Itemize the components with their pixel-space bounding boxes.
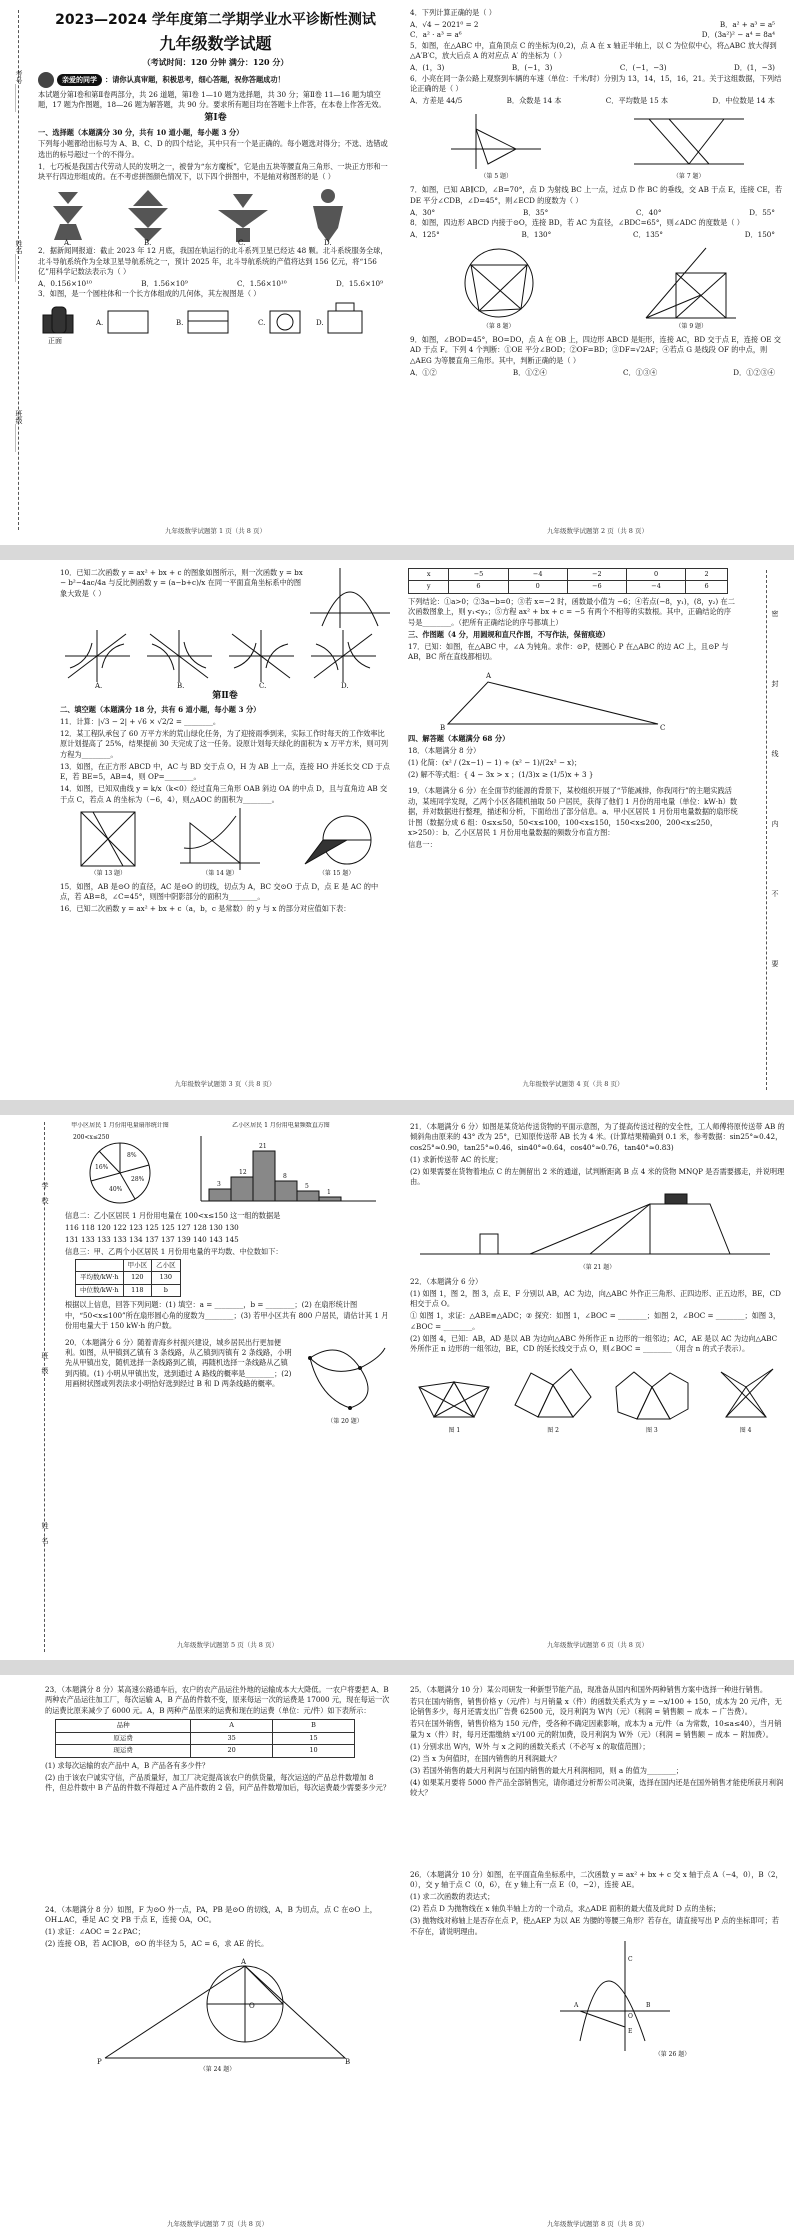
figure-caption: （第 14 题）: [202, 869, 238, 877]
svg-text:C: C: [628, 1956, 633, 1963]
question-24: 24．（本题满分 8 分）如图，F 为⊙O 外一点，PA，PB 是⊙O 的切线，A，B 为切点，点 C 在⊙O 上，OH⊥AC，垂足 AC 交 PB 于点 E，连接 OA，OC。: [45, 1904, 377, 1925]
q5-option-b: B．(−1，3): [511, 63, 553, 73]
q9-option-c: C．①③④: [622, 367, 658, 377]
table-cell: −4: [508, 569, 567, 581]
question-26b: (2) 若点 D 为抛物线在 x 轴负半轴上方的一个动点，求△ADE 面积的最大值及此时 D 点的坐标；: [410, 1904, 721, 1914]
q9-option-a: A．①②: [410, 367, 437, 377]
binding-label: 班: [41, 1352, 49, 1359]
figure-caption: 图 3: [646, 1427, 658, 1435]
figure-caption: （第 20 题）: [327, 1417, 363, 1425]
binding-label: 学: [41, 1182, 49, 1189]
page-footer: 九年级数学试题第 3 页（共 8 页）: [174, 1079, 276, 1088]
q5-option-a: A．(1，3): [410, 63, 445, 73]
page-4: [408, 568, 738, 1093]
figure-22-1: [414, 1357, 494, 1436]
question-9: 9．如图，∠BOD=45°，BO=DO，点 A 在 OB 上，四边形 ABCD 是矩形，连接 AC，BD 交于点 E，连接 OE 交 AD 于点 F。下列 4 个判断：①OE 平分∠BOD；②OF=BD；③DF=√2AF；④若点 G 是线段 OF 的中点，则△AEG 为等腰直角三角形。其中，判断正确的是（ ）: [410, 335, 781, 365]
figure-9: [636, 243, 746, 332]
greeting-banner: 亲爱的同学: [57, 74, 102, 86]
option-label: C.: [238, 239, 246, 247]
histogram-title: 乙小区居民 1 月份用电量频数直方图: [232, 1122, 330, 1129]
q6-option-c: C．平均数是 15 本: [605, 96, 669, 105]
question-25a: 若只在国内销售，销售价格 y（元/件）与月销量 x（件）的函数关系式为 y = −x/100 + 150，成本为 20 元/件，无论销售多少，每月还需支出广告费 62500 元，设月利润为 W内（元）（利润 = 销售额 − 成本 − 广告费）。: [410, 1696, 782, 1717]
figure-caption: （第 9 题）: [675, 323, 708, 331]
table-cell: −6: [567, 581, 626, 593]
question-24b: (2) 连接 OB，若 AC∥OB，⊙O 的半径为 5，AC = 6，求 AE 的长。: [45, 1939, 269, 1949]
table-cell: [76, 1259, 124, 1271]
question-22a: (1) 如图 1，图 2，图 3，点 E、F 分别以 AB，AC 为边，向△ABC 外作正三角形、正四边形、正五边形，BE，CD 相交于点 O。: [410, 1288, 781, 1309]
answer-space: [410, 1800, 785, 1870]
binding-label: 姓: [41, 1522, 49, 1529]
table-cell: 中位数/kW·h: [76, 1284, 124, 1296]
binding-strip-1: [4, 10, 32, 530]
q6-option-a: A．方差是 44/5: [410, 96, 463, 105]
page-5: [65, 1122, 390, 1654]
q4-option-c: C．a² · a³ = a⁶: [410, 30, 462, 40]
hist-label: 5: [305, 1182, 309, 1190]
figure-13: [73, 808, 143, 879]
table-cell: 0: [626, 569, 685, 581]
svg-text:A: A: [241, 1957, 247, 1966]
figure-row-5-7: [410, 109, 785, 182]
svg-text:B: B: [345, 2057, 351, 2066]
table-cell: 120: [123, 1272, 152, 1284]
figure-caption: （第 24 题）: [199, 2065, 236, 2073]
page-footer: 九年级数学试题第 1 页（共 8 页）: [164, 526, 267, 535]
pie-label: 200<x≤250: [73, 1133, 110, 1141]
section-2-heading: 二、填空题（本题满分 18 分，共有 6 道小题，每小题 3 分）: [60, 705, 261, 715]
option-label: A.: [64, 239, 72, 247]
q8-option-c: C．135°: [632, 229, 663, 239]
binding-label: 姓名________: [15, 240, 23, 282]
figure-24: [45, 1956, 390, 2075]
info-1-label: 信息一：: [408, 839, 437, 849]
pie-label: 8%: [127, 1151, 137, 1159]
table-cell: 130: [152, 1272, 181, 1284]
table-row: [76, 1284, 181, 1296]
q7-option-b: B．35°: [522, 207, 549, 217]
q6-option-b: B．众数是 14 本: [506, 96, 562, 105]
page-footer: 九年级数学试题第 7 页（共 8 页）: [166, 2219, 269, 2228]
table-cell: −2: [567, 569, 626, 581]
pie-chart-title: 甲小区居民 1 月份用电量扇形统计图: [71, 1122, 169, 1129]
section-4-heading: 四、解答题（本题满分 68 分）: [408, 733, 510, 743]
page-footer: 九年级数学试题第 5 页（共 8 页）: [176, 1640, 279, 1649]
binding-strip-3: [30, 1122, 58, 1652]
q7-option-d: D．55°: [749, 207, 775, 217]
part-1-heading: 第Ⅰ卷: [204, 113, 227, 124]
q4-option-b: B．a² + a³ = a⁵: [719, 19, 775, 29]
exam-title: 2023—2024 学年度第二学期学业水平诊断性测试: [55, 12, 376, 28]
question-7: 7．如图，已知 AB∥CD，∠B=70°，点 D 为射线 BC 上一点，过点 D 作 BC 的垂线，交 AB 于点 E，连接 CE，若 DE 平分∠CDB，∠D=45°，则∠ECD 的度数为（ ）: [410, 185, 783, 205]
table-cell: 15: [273, 1732, 355, 1744]
question-16: 16．已知二次函数 y = ax² + bx + c（a，b，c 是常数）的 y 与 x 的部分对应值如下表：: [60, 904, 351, 914]
q17-triangle-figure: [408, 664, 728, 734]
figure-caption: （第 21 题）: [579, 1264, 616, 1272]
q10-option-graphs: [60, 628, 385, 688]
hist-label: 21: [259, 1142, 267, 1150]
hist-label: 3: [217, 1180, 221, 1188]
table-cell: y: [409, 581, 449, 593]
info-2-data-row2: 131 133 133 133 134 137 137 139 140 143 145: [65, 1234, 239, 1244]
table-cell: 6: [449, 581, 508, 593]
q2-option-c: C．1.56×10¹⁰: [237, 279, 287, 288]
q8-option-b: B．130°: [521, 229, 552, 239]
figure-row-13-15: [60, 808, 390, 879]
section-3-heading: 三、作图题（4 分，用圆规和直尺作图，不写作法，保留痕迹）: [408, 629, 610, 639]
q2-option-b: B．1.56×10⁹: [141, 279, 188, 288]
question-18: 18．（本题满分 8 分）: [408, 745, 481, 755]
question-23a: (1) 求每次运输的农产品中 A，B 产品各有多少件？: [45, 1760, 210, 1770]
table-cell: −4: [626, 581, 685, 593]
section-1-heading: 一、选择题（本题满分 30 分，共有 10 道小题，每小题 3 分）: [38, 127, 244, 137]
figure-caption: （第 13 题）: [90, 869, 127, 877]
option-label: D.: [324, 239, 332, 247]
svg-text:B: B: [646, 2002, 651, 2009]
table-cell: A: [191, 1720, 273, 1732]
question-15: 15．如图，AB 是⊙O 的直径，AC 是⊙O 的切线，切点为 A，BC 交⊙O 于点 D，点 E 是 AC 的中点，若 AB=8，∠C=45°，则图中阴影部分的面积为________。: [60, 881, 379, 902]
figure-caption: 图 2: [547, 1427, 559, 1435]
hist-label: 12: [239, 1168, 247, 1176]
figure-14: [180, 808, 260, 879]
pie-label: 28%: [131, 1175, 145, 1183]
question-2: 2．据新闻网报道：截止 2023 年 12 月底，我国在轨运行的北斗系列卫星已经达 48 颗。北斗系统服务全球，北斗导航系统作为全球卫星导航系统之一，预计 2025 年，北斗导航系统的产值将达到 156 亿元，将“156 亿”用科学记数法表示为（ ）: [38, 246, 388, 277]
q7-option-a: A．30°: [410, 207, 436, 217]
freight-table: [55, 1719, 355, 1757]
question-25c: (1) 分别求出 W内，W外 与 x 之间的函数关系式（不必写 x 的取值范围）；: [410, 1741, 650, 1751]
binding-label: 要: [771, 960, 779, 967]
question-21b: (2) 如果需要在货物着地点 C 的左侧留出 2 米的通道，试判断距离 B 点 4 米的货物 MNQP 是否需要挪走，并说明理由。: [410, 1166, 785, 1187]
option-label: A.: [96, 319, 104, 328]
question-17: 17．已知：如图，在△ABC 中，∠A 为钝角。求作：⊙P，使圆心 P 在△ABC 的边 AC 上，且⊙P 与 AB，BC 所在直线都相切。: [408, 641, 729, 662]
figure-20: [300, 1338, 390, 1427]
question-4: 4．下列计算正确的是（ ）: [410, 8, 496, 17]
page-footer: 九年级数学试题第 2 页（共 8 页）: [546, 526, 649, 535]
svg-text:A: A: [574, 2002, 579, 2009]
figure-7: [629, 109, 749, 182]
binding-strip-2: [752, 570, 780, 1090]
question-3: 3．如图，是一个圆柱体和一个长方体组成的几何体，其左视图是（ ）: [38, 289, 261, 299]
option-label: B.: [177, 682, 185, 688]
question-5: 5．如图，在△ABC 中，直角顶点 C 的坐标为(0,2)，点 A 在 x 轴正半轴上，以 C 为位似中心，将△ABC 放大得到△A′B′C，放大后点 A 的对应点 A′ 的坐标为（ ）: [410, 40, 777, 61]
table-row: [409, 569, 728, 581]
svg-text:C: C: [660, 723, 666, 732]
pie-label: 40%: [109, 1185, 123, 1193]
question-25: 25．（本题满分 10 分）某公司研发一种新型节能产品，现准备从国内和国外两种销售方案中选择一种进行销售。: [410, 1685, 768, 1694]
table-row: [56, 1720, 355, 1732]
section-1-note: 下列每小题都给出标号为 A、B、C、D 的四个结论，其中只有一个是正确的。每小题选对得分；不选、选错或选出的标号超过一个的不得分。: [38, 139, 388, 159]
info-3: 信息三：甲、乙两个小区居民 1 月份用电量的平均数、中位数如下：: [65, 1246, 283, 1256]
exam-subject: 九年级数学试题: [159, 34, 272, 54]
question-8: 8．如图，四边形 ABCD 内接于⊙O，连接 BD，若 AC 为直径，∠BDC=65°，则∠ADC 的度数是（ ）: [410, 217, 744, 227]
question-24a: (1) 求证：∠AOC = 2∠PAC；: [45, 1927, 145, 1937]
table-cell: 乙小区: [152, 1259, 181, 1271]
binding-label: 密: [771, 610, 779, 617]
page-8: [410, 1685, 785, 2233]
figure-22-3: [612, 1357, 692, 1436]
q7-option-c: C．40°: [636, 207, 662, 217]
figure-caption: （第 8 题）: [482, 323, 515, 331]
option-label: D.: [341, 682, 349, 688]
table-cell: 35: [191, 1732, 273, 1744]
q2-option-a: A．0.156×10¹⁰: [38, 279, 92, 288]
question-23b: (2) 由于该农户诚实守信，产品质量好，加工厂决定提高该农户的供货量，每次运送的产品总件数增加 8 件，但总件数中 B 产品的件数不得超过 A 产品件数的 2 倍，问产品件数增加后，每次运费最少需要多少元？: [45, 1772, 390, 1792]
info-2-data-row1: 116 118 120 122 123 125 125 127 128 130 130: [65, 1222, 239, 1232]
q8-option-a: A．125°: [410, 229, 440, 239]
svg-text:O: O: [249, 2001, 255, 2010]
question-26a: (1) 求二次函数的表达式；: [410, 1892, 495, 1902]
option-label: C.: [258, 319, 266, 328]
info-2: 信息二：乙小区居民 1 月份用电量在 100<x≤150 这一组的数据是: [65, 1210, 281, 1220]
option-label: C.: [259, 682, 267, 688]
table-cell: 10: [273, 1745, 355, 1757]
figure-caption: （第 26 题）: [654, 2051, 691, 2058]
question-12: 12．某工程队承包了 60 万平方米的荒山绿化任务，为了迎接雨季到来，实际工作时每天的工作效率比原计划提高了 25%，结果提前 30 天完成了这一任务。设原计划每天绿化的面积为 x 万平方米，则可列方程为________。: [60, 728, 389, 759]
figure-caption: 图 1: [448, 1427, 461, 1435]
table-cell: 0: [508, 581, 567, 593]
q3-front-label: 正面: [48, 337, 62, 346]
table-cell: 20: [191, 1745, 273, 1757]
q3-figures: [38, 301, 378, 345]
question-13: 13．如图，在正方形 ABCD 中，AC 与 BD 交于点 O，H 为 AB 上一点，连接 HO 并延长交 CD 于点 E，若 BE=5，AB=4，则 OP=________。: [60, 761, 390, 782]
q8-option-d: D．150°: [744, 229, 775, 239]
table-row: [76, 1272, 181, 1284]
question-21: 21．（本题满分 6 分）如图是某货站传送货物的平面示意图，为了提高传送过程的安全性，工人师傅将原传送带 AB 的倾斜角由原来的 43° 改为 25°，已知原传送带 AB 长为 4 米。(计算结果精确到 0.1 米，参考数据：sin25°≈0.42，cos25°≈0.90，tan25°≈0.46，sin40°≈0.64，cos40°≈0.76，tan40°≈0.83): [410, 1122, 785, 1152]
figure-26: [560, 1941, 785, 2060]
figure-caption: （第 5 题）: [480, 173, 513, 181]
question-21a: (1) 求新传送带 AC 的长度；: [410, 1154, 503, 1164]
question-20: 20．（本题满分 6 分）随着青海乡村振兴建设，城乡居民出行更加便利。如图，从甲镇到乙镇有 3 条线路，从乙镇到丙镇有 2 条线路，小明先从甲镇出发，随机选择一条线路到乙镇，再随机选择一条线路从乙镇到丙镇。(1) 小明从甲镇出发，选到通过 A 路线的概率是________；(2) 用画树状图或列表法求小明恰好选到经过 B 和 D 两条线路的概率。: [65, 1337, 292, 1389]
hist-label: 8: [283, 1172, 287, 1180]
svg-text:E: E: [628, 2028, 633, 2035]
question-19: 19．（本题满分 6 分）在全面节约能源的背景下，某校组织开展了“节能减排，你我同行”的主题实践活动，某班同学发现，乙两个小区各随机抽取 50 户居民，获得了他们 1 月份的用电量（单位：kW·h）数据，并对数据进行整理，描述和分析，下面给出了部分信息。a．甲小区居民 1 月份用电量数据的扇形统计图（数据分成 6 组：0≤x≤50，50<x≤100，100<x≤150，150<x≤200，200<x≤250，x>250）：b．乙小区居民 1 月份用电量数据的频数分布直方图：: [408, 786, 738, 837]
question-26: 26．（本题满分 10 分）如图，在平面直角坐标系中，二次函数 y = ax² + bx + c 交 x 轴于点 A（−4，0），B（2，0），交 y 轴于点 C（0，6），在 y 轴上有一点 E（0，−2），连接 AE。: [410, 1869, 783, 1890]
q16-value-table: [408, 568, 728, 594]
svg-text:O: O: [628, 2013, 633, 2020]
table-cell: 6: [686, 581, 728, 593]
table-row: [56, 1732, 355, 1744]
exam-intro: 本试题分第Ⅰ卷和第Ⅱ卷两部分，共 26 道题，第Ⅰ卷 1—10 题为选择题，共 30 分；第Ⅱ卷 11—16 题为填空题，17 题为作图题，18—26 题为解答题，共 90 分。要求所有题目均在答题卡上作答，在本卷上作答无效。: [38, 89, 386, 110]
q9-option-b: B．①②④: [512, 367, 547, 377]
binding-label: 不: [771, 890, 779, 897]
figure-caption: 图 4: [739, 1427, 752, 1435]
tangram-figures: [38, 184, 378, 246]
figure-caption: （第 15 题）: [318, 869, 355, 877]
question-23: 23．（本题满分 8 分）某高速公路通车后，农户的农产品运往外地的运输成本大大降低。一农户将要把 A、B 两种农产品运往加工厂，每次运输 A，B 产品的件数不变，原来每运一次的运费是 17000 元，现在每运一次的运费比原来减少了 6000 元。A，B 两种产品原来的运费和现在的运费（单位：元/件）如下表所示：: [45, 1685, 390, 1715]
table-cell: −5: [449, 569, 508, 581]
table-cell: 原运费: [56, 1732, 191, 1744]
table-row: [56, 1745, 355, 1757]
binding-label: 内: [771, 820, 779, 827]
question-18a: (1) 化简：(x² / (2x−1) − 1) ÷ (x² − 1)/(2x² − x)；: [408, 757, 582, 767]
figure-row-22: [410, 1357, 785, 1436]
binding-label: 级: [41, 1367, 49, 1374]
q5-option-c: C．(−1，−3): [619, 63, 667, 73]
binding-label: 校: [41, 1197, 49, 1204]
table-cell: 现运费: [56, 1745, 191, 1757]
page-3: [60, 568, 390, 1093]
question-22b: ① 如图 1，求证：△ABE≌△ADC；② 探究：如图 1，∠BOC = ________；如图 2，∠BOC = ________；如图 3，∠BOC = ________。: [410, 1311, 781, 1331]
svg-text:A: A: [486, 671, 492, 680]
option-label: B.: [144, 239, 152, 247]
page-2: [410, 8, 785, 540]
page-footer: 九年级数学试题第 6 页（共 8 页）: [546, 1640, 649, 1649]
figure-15: [297, 808, 377, 879]
question-6: 6．小亮在同一条公路上观察到车辆的车速（单位：千米/时）分别为 13，14，15，16，21。关于这组数据，下列结论正确的是（ ）: [410, 73, 782, 94]
q4-option-a: A．√4 − 2021⁰ = 2: [410, 19, 479, 29]
part-2-heading: 第Ⅱ卷: [212, 691, 238, 701]
table-row: [76, 1259, 181, 1271]
question-1: 1．七巧板是我国古代劳动人民的发明之一，被誉为“东方魔板”，它是由五块等腰直角三角形、一块正方形和一块平行四边形组成的。在不考虑拼图颜色情况下，以下四个拼图中，不是轴对称图形的是（ ）: [38, 161, 388, 182]
svg-text:P: P: [97, 2057, 102, 2066]
answer-space: [45, 1795, 390, 1905]
table-row: [409, 581, 728, 593]
question-25f: (4) 如果某月要将 5000 件产品全部销售完，请你通过分析帮公司决策，选择在国内还是在国外销售才能使所获月利润较大？: [410, 1777, 784, 1797]
question-25e: (3) 若国外销售的最大月利润与在国内销售的最大月利润相同，则 a 的值为________；: [410, 1765, 683, 1775]
q2-option-d: D．15.6×10⁹: [335, 279, 383, 288]
question-25d: (2) 当 x 为何值时，在国内销售的月利润最大？: [410, 1753, 561, 1763]
question-25b: 若只在国外销售，销售价格为 150 元/件，受各种不确定因素影响，成本为 a 元/件（a 为常数，10≤a≤40），当月销量为 x（件）时，每月还需缴纳 x²/100 元的附加费，设月利润为 W外（元）（利润 = 销售额 − 成本 − 附加费）。: [410, 1719, 782, 1739]
figure-22-4: [711, 1357, 781, 1436]
question-22c: (2) 如图 4，已知：AB，AD 是以 AB 为边向△ABC 外所作正 n 边形的一组邻边；AC，AE 是以 AC 为边向△ABC 外所作正 n 边形的一组邻边，BE，CD 的延长线交于点 O，则∠BOC = ________（用含 n 的式子表示）。: [410, 1333, 778, 1353]
histogram: [181, 1122, 381, 1211]
page-1: [38, 8, 393, 540]
question-14: 14．如图，已知双曲线 y = k/x（k<0）经过直角三角形 OAB 斜边 OA 的中点 D，且与直角边 AB 交于点 C，若点 A 的坐标为（−6，4），则△AOC 的面积为________。: [60, 784, 388, 804]
page-footer: 九年级数学试题第 8 页（共 8 页）: [546, 2219, 649, 2228]
page-7: [45, 1685, 390, 2233]
binding-label: 考号________: [15, 70, 23, 112]
q9-option-d: D．①②③④: [733, 367, 775, 377]
figure-caption: （第 7 题）: [672, 173, 705, 181]
q5-option-d: D．(1，−3): [734, 63, 775, 73]
binding-label: 线: [771, 750, 779, 757]
svg-text:B: B: [440, 723, 446, 732]
table-cell: x: [409, 569, 449, 581]
binding-line: [766, 570, 767, 1090]
page-footer: 九年级数学试题第 4 页（共 8 页）: [522, 1079, 624, 1088]
hist-label: 1: [327, 1188, 331, 1196]
question-22: 22．（本题满分 6 分）: [410, 1276, 483, 1286]
question-26c: (3) 抛物线对称轴上是否存在点 P，使△AEP 为以 AE 为腰的等腰三角形？若存在，请直接写出 P 点的坐标即可；若不存在，请说明理由。: [410, 1916, 779, 1936]
greeting-text: ：请你认真审题，积极思考，细心答题，祝你答题成功！: [105, 75, 285, 85]
pie-label: 16%: [95, 1163, 109, 1171]
binding-label: 封: [771, 680, 779, 687]
figure-22-2: [513, 1357, 593, 1436]
stats-table: [75, 1259, 181, 1297]
figure-21: [410, 1189, 785, 1273]
table-cell: b: [152, 1284, 181, 1296]
table-cell: 平均数/kW·h: [76, 1272, 124, 1284]
table-cell: B: [273, 1720, 355, 1732]
option-label: A.: [95, 682, 103, 688]
q16-statements: 下列结论：①a>0；②3a−b=0；③若 x=−2 时，函数最小值为 −6；④若点(−8，y₁)，(8，y₂) 在二次函数图象上，则 y₁<y₂；⑤方程 ax² + bx + c = −5 有两个不相等的实数根。其中，正确结论的序号是________。（把所有正确结论的序号都填上）: [408, 596, 735, 627]
page-6: [410, 1122, 785, 1654]
exam-info: （考试时间：120 分钟 满分：120 分）: [142, 57, 289, 68]
binding-label: 班级________: [15, 410, 23, 452]
figure-8: [449, 243, 549, 332]
q4-option-d: D．(3a²)² − a⁴ = 8a⁴: [701, 30, 775, 40]
q10-parabola-figure: [310, 568, 390, 628]
option-label: B.: [176, 319, 184, 328]
option-label: D.: [316, 319, 324, 328]
figure-5: [446, 109, 546, 182]
table-cell: 品种: [56, 1720, 191, 1732]
question-19-tail: 根据以上信息，回答下列问题：(1) 填空：a = ________，b = ________；(2) 在扇形统计图中，“50<x≤100”所在扇形圆心角的度数为________；(3) 若甲小区共有 800 户居民，请估计其 1 月份用电量大于 150 kW·h 的户数。: [65, 1300, 389, 1331]
pie-chart: [65, 1122, 175, 1211]
question-11: 11．计算：|√3 − 2| + √6 × √2/2 = ________。: [60, 716, 221, 726]
figure-row-8-9: [410, 243, 785, 332]
question-10: 10．已知二次函数 y = ax² + bx + c 的图象如图所示，则一次函数 y = bx − b²−4ac/4a 与反比例函数 y = (a−b+c)/x 在同一平面直角坐标系中的图象大致是（ ）: [60, 568, 303, 598]
binding-label: 名: [41, 1537, 49, 1544]
table-cell: 2: [686, 569, 728, 581]
question-18b: (2) 解不等式组：{ 4 − 3x > x ；(1/3)x ≥ (1/5)x + 3 }: [408, 769, 594, 779]
q6-option-d: D．中位数是 14 本: [712, 96, 775, 105]
table-cell: 118: [123, 1284, 152, 1296]
student-avatar-icon: [38, 72, 54, 88]
table-cell: 甲小区: [123, 1259, 152, 1271]
